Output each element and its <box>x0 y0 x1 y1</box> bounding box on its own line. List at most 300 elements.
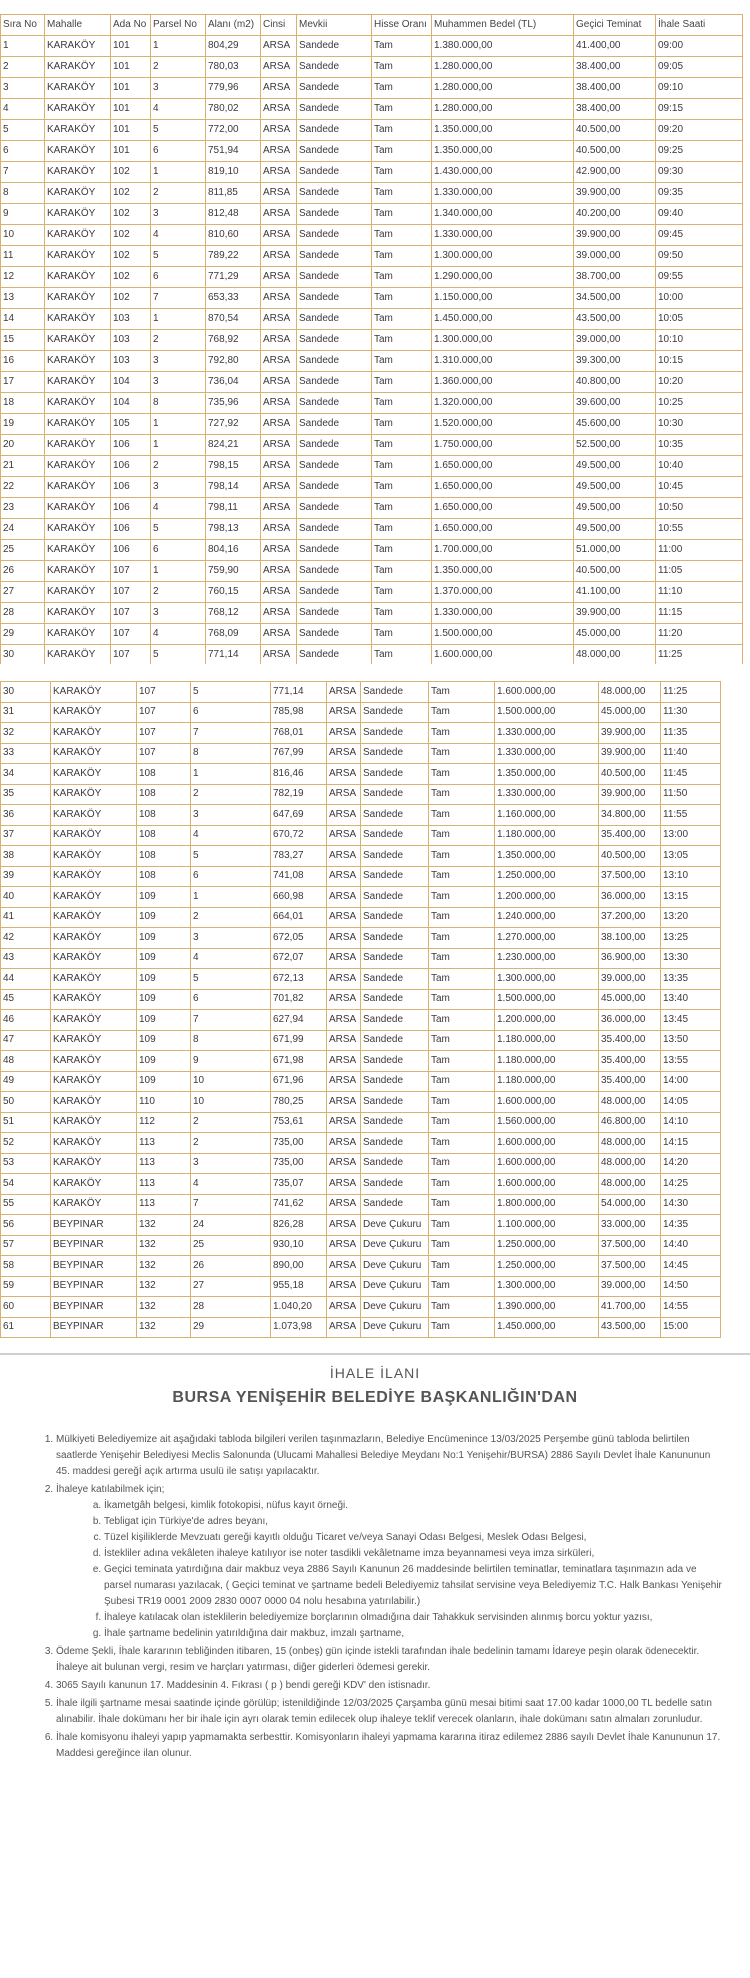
cell-block-no: 107 <box>111 624 151 645</box>
cell-neighborhood: KARAKÖY <box>51 825 137 846</box>
table-row <box>1 351 743 372</box>
cell-auction-time: 11:25 <box>661 682 721 703</box>
table-row <box>1 582 743 603</box>
cell-area: 783,27 <box>271 846 327 867</box>
table-row <box>1 1215 721 1236</box>
cell-parcel-no: 3 <box>151 78 206 99</box>
cell-provisional-guarantee: 37.500,00 <box>599 1256 661 1277</box>
cell-type: ARSA <box>327 1112 361 1133</box>
cell-share: Tam <box>372 645 432 666</box>
cell-neighborhood: KARAKÖY <box>45 435 111 456</box>
cell-parcel-no: 3 <box>191 928 271 949</box>
cell-block-no: 107 <box>111 645 151 666</box>
cell-area: 768,01 <box>271 723 327 744</box>
cell-provisional-guarantee: 43.500,00 <box>599 1317 661 1338</box>
cell-neighborhood: KARAKÖY <box>45 540 111 561</box>
cell-type: ARSA <box>261 225 297 246</box>
cell-type: ARSA <box>327 764 361 785</box>
table-row <box>1 624 743 645</box>
cell-block-no: 104 <box>111 372 151 393</box>
cell-location: Sandede <box>297 120 372 141</box>
cell-provisional-guarantee: 48.000,00 <box>599 1153 661 1174</box>
cell-parcel-no: 3 <box>191 805 271 826</box>
cell-location: Sandede <box>361 928 429 949</box>
header-type: Cinsi <box>261 15 297 36</box>
header-estimated-price: Muhammen Bedel (TL) <box>432 15 574 36</box>
cell-auction-time: 11:10 <box>656 582 743 603</box>
cell-block-no: 110 <box>137 1092 191 1113</box>
cell-provisional-guarantee: 38.400,00 <box>574 78 656 99</box>
cell-parcel-no: 8 <box>191 1030 271 1051</box>
cell-location: Deve Çukuru <box>361 1215 429 1236</box>
cell-block-no: 109 <box>137 1051 191 1072</box>
cell-block-no: 109 <box>137 907 191 928</box>
table-row <box>1 57 743 78</box>
cell-parcel-no: 6 <box>151 267 206 288</box>
cell-neighborhood: KARAKÖY <box>51 1174 137 1195</box>
cell-share: Tam <box>372 603 432 624</box>
cell-estimated-price: 1.600.000,00 <box>495 1174 599 1195</box>
cell-estimated-price: 1.500.000,00 <box>432 624 574 645</box>
cell-estimated-price: 1.320.000,00 <box>432 393 574 414</box>
cell-block-no: 108 <box>137 866 191 887</box>
cell-area: 671,96 <box>271 1071 327 1092</box>
cell-estimated-price: 1.300.000,00 <box>432 246 574 267</box>
table-row <box>1 887 721 908</box>
cell-type: ARSA <box>261 456 297 477</box>
cell-auction-time: 14:20 <box>661 1153 721 1174</box>
cell-provisional-guarantee: 37.500,00 <box>599 1235 661 1256</box>
table-row <box>1 1010 721 1031</box>
cell-share: Tam <box>372 393 432 414</box>
cell-provisional-guarantee: 39.900,00 <box>574 183 656 204</box>
announcement-title: İHALE İLANI <box>329 1365 421 1381</box>
cell-area: 804,16 <box>206 540 261 561</box>
cell-neighborhood: KARAKÖY <box>45 561 111 582</box>
announcement-subtitle: BURSA YENİŞEHİR BELEDİYE BAŞKANLIĞIN'DAN <box>172 1389 578 1406</box>
cell-location: Sandede <box>361 1112 429 1133</box>
cell-area: 779,96 <box>206 78 261 99</box>
cell-parcel-no: 5 <box>151 519 206 540</box>
cell-location: Deve Çukuru <box>361 1235 429 1256</box>
cell-neighborhood: KARAKÖY <box>51 1153 137 1174</box>
cell-area: 780,25 <box>271 1092 327 1113</box>
cell-neighborhood: KARAKÖY <box>45 519 111 540</box>
cell-share: Tam <box>429 948 495 969</box>
cell-auction-time: 14:35 <box>661 1215 721 1236</box>
table-row <box>1 969 721 990</box>
cell-block-no: 113 <box>137 1133 191 1154</box>
cell-row-no: 12 <box>1 267 45 288</box>
cell-type: ARSA <box>327 846 361 867</box>
table-row <box>1 1174 721 1195</box>
cell-auction-time: 14:15 <box>661 1133 721 1154</box>
cell-location: Sandede <box>361 805 429 826</box>
cell-block-no: 103 <box>111 309 151 330</box>
cell-area: 736,04 <box>206 372 261 393</box>
cell-share: Tam <box>372 162 432 183</box>
cell-area: 930,10 <box>271 1235 327 1256</box>
cell-location: Sandede <box>361 1010 429 1031</box>
cell-provisional-guarantee: 42.900,00 <box>574 162 656 183</box>
cell-location: Sandede <box>297 561 372 582</box>
cell-location: Sandede <box>297 78 372 99</box>
cell-neighborhood: KARAKÖY <box>51 1194 137 1215</box>
cell-row-no: 26 <box>1 561 45 582</box>
cell-neighborhood: KARAKÖY <box>45 414 111 435</box>
table-row <box>1 1153 721 1174</box>
cell-area: 760,15 <box>206 582 261 603</box>
cell-provisional-guarantee: 40.500,00 <box>574 120 656 141</box>
cell-area: 798,15 <box>206 456 261 477</box>
cell-location: Sandede <box>297 393 372 414</box>
cell-provisional-guarantee: 49.500,00 <box>574 456 656 477</box>
cell-type: ARSA <box>327 1256 361 1277</box>
cell-estimated-price: 1.520.000,00 <box>432 414 574 435</box>
cell-share: Tam <box>372 183 432 204</box>
item-6: 6. İhale komisyonu ihaleyi yapıp yapmamakta serbesttir. Komisyonların ihaleyi yapmama kararına itiraz edilemez 2886 sayılı Devlet İhale Kanununun 17. Maddesi gereğince ilan olunur. <box>56 1730 726 1762</box>
cell-neighborhood: KARAKÖY <box>45 645 111 666</box>
cell-provisional-guarantee: 40.800,00 <box>574 372 656 393</box>
cell-share: Tam <box>429 702 495 723</box>
cell-auction-time: 09:35 <box>656 183 743 204</box>
cell-type: ARSA <box>327 1153 361 1174</box>
cell-share: Tam <box>372 498 432 519</box>
cell-location: Sandede <box>361 1194 429 1215</box>
cell-area: 671,98 <box>271 1051 327 1072</box>
cell-row-no: 58 <box>1 1256 51 1277</box>
cell-row-no: 36 <box>1 805 51 826</box>
cell-neighborhood: KARAKÖY <box>51 907 137 928</box>
cell-parcel-no: 2 <box>151 582 206 603</box>
cell-area: 812,48 <box>206 204 261 225</box>
cell-type: ARSA <box>327 1071 361 1092</box>
cell-location: Sandede <box>297 204 372 225</box>
cell-auction-time: 11:25 <box>656 645 743 666</box>
subitem-c: c. Tüzel kişiliklerde Mevzuatı gereği kayıtlı olduğu Ticaret ve/veya Sanayi Odası Belgesi, Meslek Odası Belgesi, <box>104 1530 726 1546</box>
cell-neighborhood: BEYPINAR <box>51 1297 137 1318</box>
cell-auction-time: 13:30 <box>661 948 721 969</box>
cell-share: Tam <box>372 624 432 645</box>
cell-auction-time: 09:40 <box>656 204 743 225</box>
subitem-b: b. Tebligat için Türkiye'de adres beyanı, <box>104 1514 726 1530</box>
cell-parcel-no: 3 <box>191 1153 271 1174</box>
cell-area: 870,54 <box>206 309 261 330</box>
cell-neighborhood: BEYPINAR <box>51 1276 137 1297</box>
cell-type: ARSA <box>327 825 361 846</box>
cell-estimated-price: 1.330.000,00 <box>495 723 599 744</box>
cell-block-no: 109 <box>137 1010 191 1031</box>
cell-location: Sandede <box>361 702 429 723</box>
cell-row-no: 33 <box>1 743 51 764</box>
cell-block-no: 132 <box>137 1235 191 1256</box>
cell-parcel-no: 9 <box>191 1051 271 1072</box>
cell-provisional-guarantee: 49.500,00 <box>574 477 656 498</box>
cell-location: Sandede <box>361 1051 429 1072</box>
table-row <box>1 36 743 57</box>
cell-estimated-price: 1.160.000,00 <box>495 805 599 826</box>
cell-provisional-guarantee: 36.000,00 <box>599 1010 661 1031</box>
cell-provisional-guarantee: 40.500,00 <box>574 561 656 582</box>
cell-location: Sandede <box>297 477 372 498</box>
cell-estimated-price: 1.600.000,00 <box>432 645 574 666</box>
cell-auction-time: 14:25 <box>661 1174 721 1195</box>
cell-parcel-no: 25 <box>191 1235 271 1256</box>
cell-estimated-price: 1.350.000,00 <box>495 846 599 867</box>
cell-auction-time: 14:30 <box>661 1194 721 1215</box>
cell-neighborhood: KARAKÖY <box>51 682 137 703</box>
cell-auction-time: 10:05 <box>656 309 743 330</box>
cell-area: 672,13 <box>271 969 327 990</box>
cell-neighborhood: KARAKÖY <box>51 1030 137 1051</box>
cell-neighborhood: KARAKÖY <box>45 477 111 498</box>
cell-location: Sandede <box>361 682 429 703</box>
cell-parcel-no: 2 <box>151 456 206 477</box>
cell-estimated-price: 1.230.000,00 <box>495 948 599 969</box>
cell-neighborhood: KARAKÖY <box>51 1133 137 1154</box>
announcement-body <box>36 1432 726 1764</box>
cell-area: 653,33 <box>206 288 261 309</box>
cell-auction-time: 10:50 <box>656 498 743 519</box>
cell-row-no: 13 <box>1 288 45 309</box>
cell-parcel-no: 1 <box>151 309 206 330</box>
cell-provisional-guarantee: 39.000,00 <box>574 246 656 267</box>
table-row <box>1 99 743 120</box>
cell-parcel-no: 1 <box>151 414 206 435</box>
table-row <box>1 456 743 477</box>
cell-estimated-price: 1.250.000,00 <box>495 1256 599 1277</box>
cell-type: ARSA <box>261 414 297 435</box>
cell-row-no: 55 <box>1 1194 51 1215</box>
cell-provisional-guarantee: 39.000,00 <box>599 969 661 990</box>
cell-provisional-guarantee: 48.000,00 <box>599 682 661 703</box>
cell-share: Tam <box>429 1276 495 1297</box>
cell-share: Tam <box>429 1112 495 1133</box>
table-row <box>1 288 743 309</box>
cell-neighborhood: KARAKÖY <box>45 309 111 330</box>
cell-auction-time: 13:05 <box>661 846 721 867</box>
cell-type: ARSA <box>261 603 297 624</box>
cell-location: Sandede <box>297 36 372 57</box>
cell-estimated-price: 1.280.000,00 <box>432 78 574 99</box>
cell-block-no: 109 <box>137 887 191 908</box>
table-row <box>1 1092 721 1113</box>
cell-share: Tam <box>429 784 495 805</box>
subitem-f: f. İhaleye katılacak olan isteklilerin belediyemize borçlarının olmadığına dair Tahakkuk servisinden alınmış borcu yoktur yazısı, <box>104 1610 726 1626</box>
cell-area: 767,99 <box>271 743 327 764</box>
cell-parcel-no: 6 <box>191 989 271 1010</box>
cell-block-no: 109 <box>137 1071 191 1092</box>
cell-row-no: 47 <box>1 1030 51 1051</box>
cell-provisional-guarantee: 48.000,00 <box>599 1092 661 1113</box>
cell-parcel-no: 6 <box>191 702 271 723</box>
cell-row-no: 52 <box>1 1133 51 1154</box>
cell-location: Sandede <box>361 989 429 1010</box>
cell-provisional-guarantee: 45.000,00 <box>599 702 661 723</box>
cell-block-no: 106 <box>111 477 151 498</box>
cell-provisional-guarantee: 39.000,00 <box>574 330 656 351</box>
cell-auction-time: 14:40 <box>661 1235 721 1256</box>
cell-provisional-guarantee: 48.000,00 <box>599 1174 661 1195</box>
cell-type: ARSA <box>327 1092 361 1113</box>
cell-parcel-no: 1 <box>191 887 271 908</box>
cell-parcel-no: 7 <box>191 1010 271 1031</box>
cell-neighborhood: KARAKÖY <box>45 498 111 519</box>
cell-area: 671,99 <box>271 1030 327 1051</box>
header-row-no: Sıra No <box>1 15 45 36</box>
cell-block-no: 107 <box>137 702 191 723</box>
cell-share: Tam <box>429 1010 495 1031</box>
cell-row-no: 23 <box>1 498 45 519</box>
cell-share: Tam <box>429 887 495 908</box>
cell-location: Sandede <box>361 825 429 846</box>
cell-share: Tam <box>372 36 432 57</box>
cell-parcel-no: 3 <box>151 372 206 393</box>
divider <box>0 1353 750 1355</box>
cell-auction-time: 09:55 <box>656 267 743 288</box>
cell-type: ARSA <box>261 288 297 309</box>
cell-provisional-guarantee: 48.000,00 <box>599 1133 661 1154</box>
cell-block-no: 101 <box>111 78 151 99</box>
cell-provisional-guarantee: 34.800,00 <box>599 805 661 826</box>
cell-provisional-guarantee: 41.100,00 <box>574 582 656 603</box>
cell-share: Tam <box>429 1174 495 1195</box>
cell-block-no: 101 <box>111 36 151 57</box>
cell-type: ARSA <box>327 682 361 703</box>
cell-type: ARSA <box>261 183 297 204</box>
cell-area: 780,02 <box>206 99 261 120</box>
cell-location: Sandede <box>297 309 372 330</box>
table-row <box>1 682 721 703</box>
cell-parcel-no: 8 <box>191 743 271 764</box>
cell-neighborhood: KARAKÖY <box>45 624 111 645</box>
cell-parcel-no: 6 <box>151 540 206 561</box>
cell-provisional-guarantee: 39.000,00 <box>599 1276 661 1297</box>
cell-provisional-guarantee: 38.400,00 <box>574 99 656 120</box>
cell-block-no: 106 <box>111 519 151 540</box>
cell-estimated-price: 1.240.000,00 <box>495 907 599 928</box>
header-neighborhood: Mahalle <box>45 15 111 36</box>
cell-block-no: 103 <box>111 351 151 372</box>
cell-row-no: 29 <box>1 624 45 645</box>
cell-auction-time: 11:50 <box>661 784 721 805</box>
cell-block-no: 108 <box>137 825 191 846</box>
cell-auction-time: 09:25 <box>656 141 743 162</box>
cell-location: Sandede <box>297 183 372 204</box>
cell-auction-time: 13:50 <box>661 1030 721 1051</box>
cell-area: 741,08 <box>271 866 327 887</box>
cell-block-no: 102 <box>111 183 151 204</box>
cell-type: ARSA <box>327 1030 361 1051</box>
cell-block-no: 113 <box>137 1153 191 1174</box>
cell-auction-time: 13:35 <box>661 969 721 990</box>
cell-block-no: 105 <box>111 414 151 435</box>
cell-estimated-price: 1.800.000,00 <box>495 1194 599 1215</box>
cell-type: ARSA <box>261 582 297 603</box>
cell-estimated-price: 1.330.000,00 <box>432 183 574 204</box>
cell-share: Tam <box>429 764 495 785</box>
cell-type: ARSA <box>327 1317 361 1338</box>
cell-area: 751,94 <box>206 141 261 162</box>
cell-estimated-price: 1.360.000,00 <box>432 372 574 393</box>
cell-location: Deve Çukuru <box>361 1297 429 1318</box>
cell-neighborhood: KARAKÖY <box>45 456 111 477</box>
cell-auction-time: 14:00 <box>661 1071 721 1092</box>
cell-estimated-price: 1.650.000,00 <box>432 477 574 498</box>
cell-area: 735,00 <box>271 1153 327 1174</box>
cell-share: Tam <box>429 682 495 703</box>
cell-row-no: 21 <box>1 456 45 477</box>
cell-auction-time: 11:45 <box>661 764 721 785</box>
cell-share: Tam <box>372 57 432 78</box>
cell-location: Sandede <box>361 1071 429 1092</box>
cell-location: Sandede <box>361 907 429 928</box>
cell-row-no: 43 <box>1 948 51 969</box>
cell-neighborhood: KARAKÖY <box>51 1092 137 1113</box>
cell-area: 826,28 <box>271 1215 327 1236</box>
cell-row-no: 44 <box>1 969 51 990</box>
cell-parcel-no: 5 <box>191 682 271 703</box>
cell-share: Tam <box>429 969 495 990</box>
cell-area: 753,61 <box>271 1112 327 1133</box>
cell-auction-time: 11:30 <box>661 702 721 723</box>
cell-neighborhood: KARAKÖY <box>45 162 111 183</box>
cell-provisional-guarantee: 36.000,00 <box>599 887 661 908</box>
cell-area: 810,60 <box>206 225 261 246</box>
item-5: 5. İhale ilgili şartname mesai saatinde içinde görülüp; istenildiğinde 12/03/2025 Çarşamba günü mesai bitimi saat 17.00 kadar 1000,00 TL bedelle satın alınabilir. İhale dokümanı her bir ihale için ayrı olarak temin edilecek olup ihaleye teklif verecek olanların, ihale dokümanı satın almaları zorunludur. <box>56 1696 726 1728</box>
cell-row-no: 8 <box>1 183 45 204</box>
cell-location: Deve Çukuru <box>361 1256 429 1277</box>
table-row <box>1 330 743 351</box>
cell-block-no: 106 <box>111 456 151 477</box>
cell-block-no: 106 <box>111 435 151 456</box>
cell-block-no: 103 <box>111 330 151 351</box>
table-row <box>1 435 743 456</box>
cell-block-no: 101 <box>111 57 151 78</box>
table-row <box>1 540 743 561</box>
cell-location: Sandede <box>361 764 429 785</box>
cell-row-no: 32 <box>1 723 51 744</box>
cell-neighborhood: KARAKÖY <box>45 267 111 288</box>
cell-neighborhood: KARAKÖY <box>45 330 111 351</box>
cell-estimated-price: 1.750.000,00 <box>432 435 574 456</box>
cell-parcel-no: 28 <box>191 1297 271 1318</box>
cell-block-no: 113 <box>137 1194 191 1215</box>
cell-provisional-guarantee: 52.500,00 <box>574 435 656 456</box>
cell-neighborhood: KARAKÖY <box>51 784 137 805</box>
cell-parcel-no: 3 <box>151 351 206 372</box>
cell-type: ARSA <box>327 784 361 805</box>
auction-table-part-2 <box>0 681 721 1338</box>
cell-provisional-guarantee: 37.500,00 <box>599 866 661 887</box>
cell-parcel-no: 1 <box>151 36 206 57</box>
cell-estimated-price: 1.600.000,00 <box>495 1092 599 1113</box>
cell-estimated-price: 1.650.000,00 <box>432 456 574 477</box>
cell-neighborhood: KARAKÖY <box>45 141 111 162</box>
table-row <box>1 1030 721 1051</box>
cell-row-no: 46 <box>1 1010 51 1031</box>
cell-block-no: 107 <box>111 603 151 624</box>
cell-area: 771,29 <box>206 267 261 288</box>
cell-estimated-price: 1.600.000,00 <box>495 1153 599 1174</box>
cell-estimated-price: 1.290.000,00 <box>432 267 574 288</box>
cell-location: Sandede <box>361 846 429 867</box>
cell-share: Tam <box>429 1071 495 1092</box>
cell-provisional-guarantee: 49.500,00 <box>574 498 656 519</box>
cell-provisional-guarantee: 40.500,00 <box>599 846 661 867</box>
cell-neighborhood: KARAKÖY <box>45 183 111 204</box>
cell-parcel-no: 26 <box>191 1256 271 1277</box>
